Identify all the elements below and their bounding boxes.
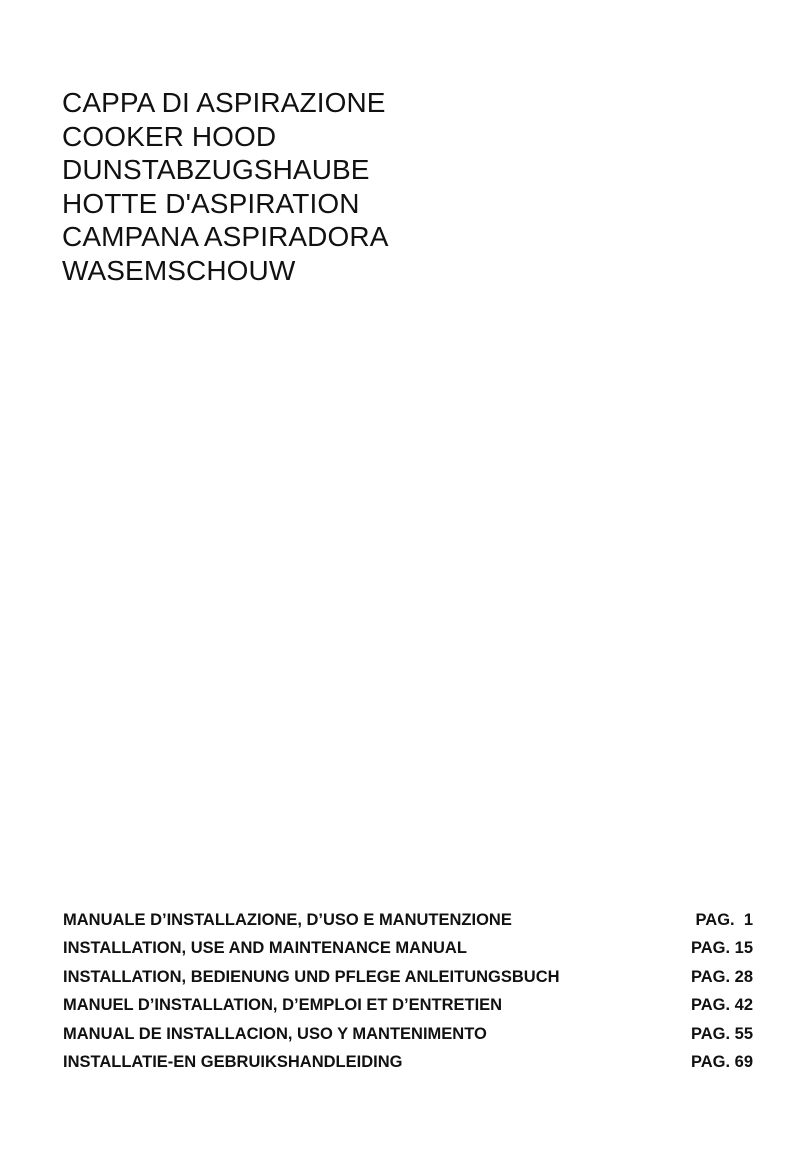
product-title-list [62,86,388,287]
table-of-contents [63,906,753,1076]
toc-entry-italian [63,906,753,934]
page-reference: PAG. 42 [690,996,753,1015]
manual-title: MANUALE D’INSTALLAZIONE, D’USO E MANUTENZIONE [63,911,512,929]
page-reference: PAG. 1 [695,911,753,929]
manual-title: MANUEL D’INSTALLATION, D’EMPLOI ET D’ENTRETIEN [63,996,503,1015]
manual-title: INSTALLATION, BEDIENUNG UND PFLEGE ANLEITUNGSBUCH [63,967,560,986]
page-reference: PAG. 55 [690,1024,753,1043]
manual-title: INSTALLATIE-EN GEBRUIKSHANDLEIDING [63,1052,403,1071]
product-title-dutch: WASEMSCHOUW [62,254,296,286]
toc-entry-french [63,991,753,1019]
page-reference: PAG. 28 [690,967,753,986]
toc-entry-dutch [63,1048,753,1076]
toc-entry-spanish [63,1020,753,1048]
product-title-spanish: CAMPANA ASPIRADORA [62,221,389,252]
product-title-german: DUNSTABZUGSHAUBE [62,154,370,185]
product-title-french: HOTTE D'ASPIRATION [62,187,360,219]
toc-entry-english [63,934,753,962]
manual-title: MANUAL DE INSTALLACION, USO Y MANTENIMENTO [63,1024,487,1043]
product-title-italian: CAPPA DI ASPIRAZIONE [62,87,386,118]
manual-title: INSTALLATION, USE AND MAINTENANCE MANUAL [63,939,467,958]
page-reference: PAG. 69 [690,1052,753,1071]
product-title-english: COOKER HOOD [62,120,277,152]
page-reference: PAG. 15 [690,939,753,958]
toc-entry-german [63,963,753,991]
